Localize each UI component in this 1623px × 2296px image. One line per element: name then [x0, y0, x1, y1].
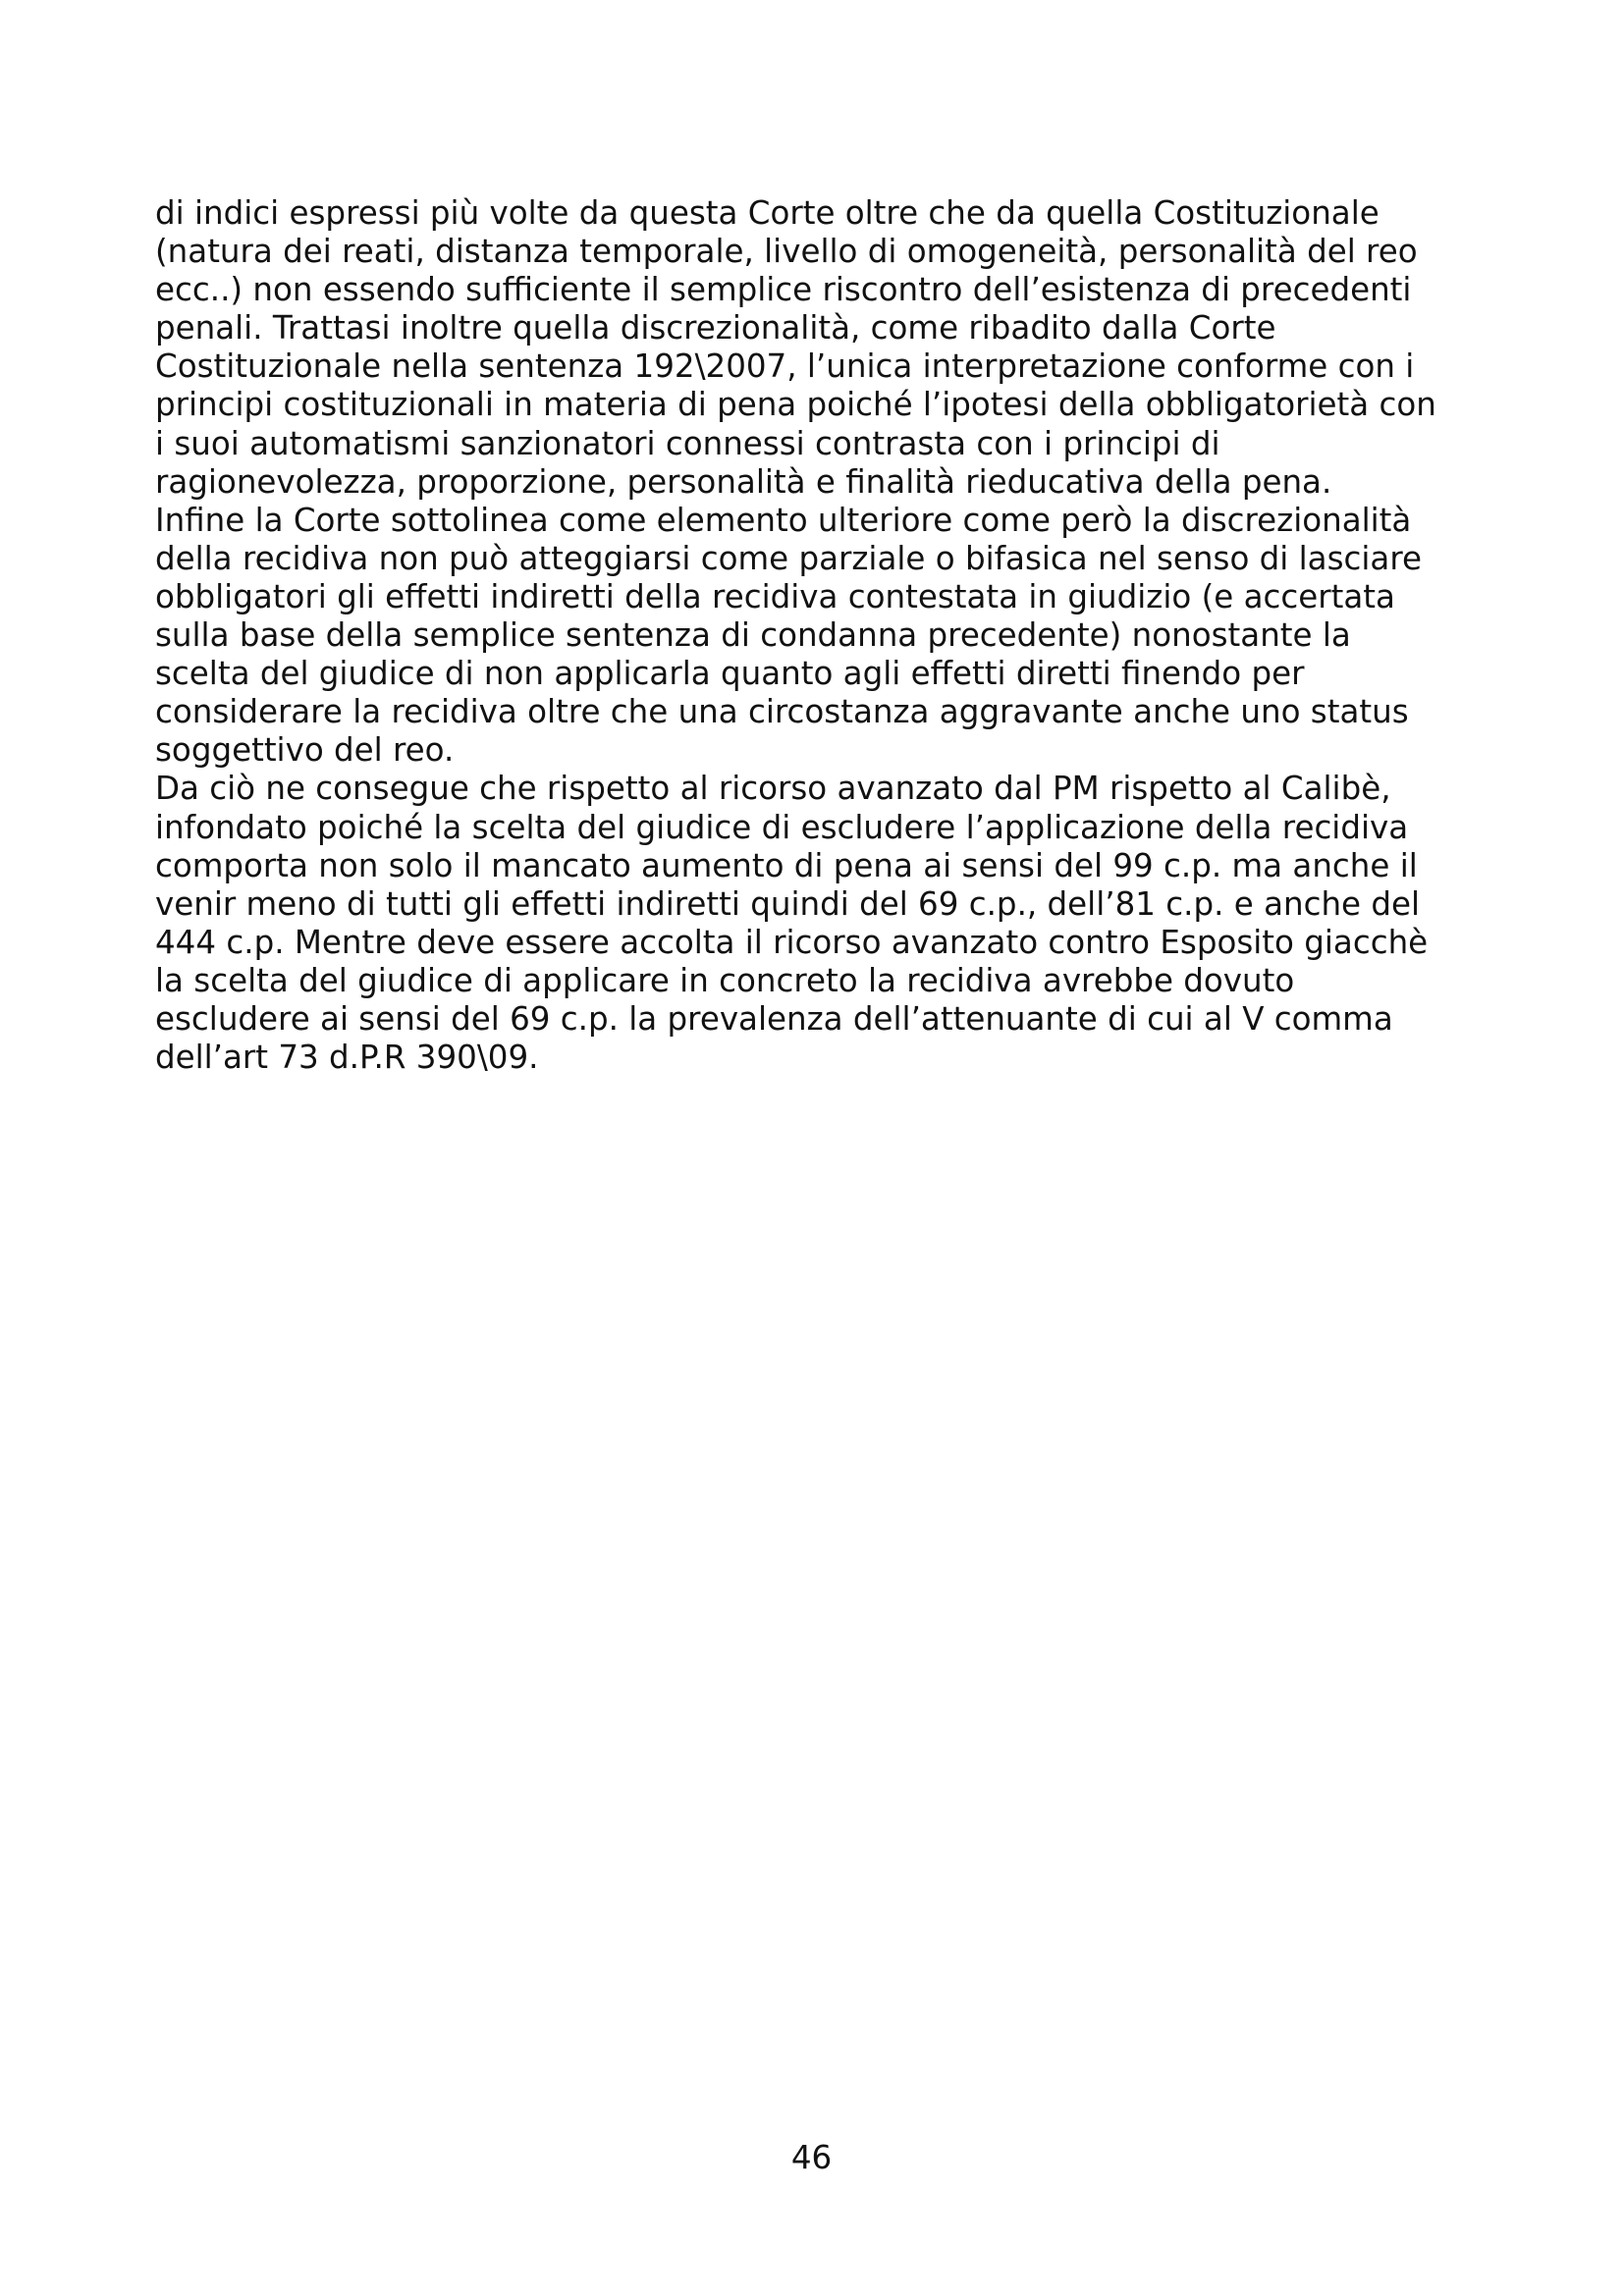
text-line: dell’art 73 d.P.R 390\09.	[155, 1039, 539, 1077]
text-line: scelta del giudice di non applicarla quanto agli effetti diretti finendo per	[155, 655, 1305, 693]
text-line: comporta non solo il mancato aumento di pena ai sensi del 99 c.p. ma anche il	[155, 846, 1418, 884]
text-line: ragionevolezza, proporzione, personalità e finalità rieducativa della pena.	[155, 462, 1332, 501]
text-line: penali. Trattasi inoltre quella discrezionalità, come ribadito dalla Corte	[155, 309, 1276, 347]
text-line: i suoi automatismi sanzionatori connessi contrasta con i principi di	[155, 424, 1220, 462]
body-text	[155, 194, 1490, 1077]
text-line: la scelta del giudice di applicare in concreto la recidiva avrebbe dovuto	[155, 961, 1295, 999]
text-line: ecc..) non essendo sufficiente il semplice riscontro dell’esistenza di precedenti	[155, 271, 1412, 309]
text-line: di indici espressi più volte da questa Corte oltre che da quella Costituzionale	[155, 194, 1380, 232]
text-line: escludere ai sensi del 69 c.p. la prevalenza dell’attenuante di cui al V comma	[155, 999, 1393, 1038]
text-line: infondato poiché la scelta del giudice di escludere l’applicazione della recidiva	[155, 808, 1409, 846]
text-line: considerare la recidiva oltre che una circostanza aggravante anche uno status	[155, 693, 1409, 731]
page-number: 46	[790, 2139, 833, 2176]
text-line: Costituzionale nella sentenza 192\2007, l’unica interpretazione conforme con i	[155, 347, 1415, 386]
text-line: della recidiva non può atteggiarsi come parziale o bifasica nel senso di lasciare	[155, 539, 1422, 577]
text-line: principi costituzionali in materia di pena poiché l’ipotesi della obbligatorietà con	[155, 386, 1436, 424]
text-line: (natura dei reati, distanza temporale, livello di omogeneità, personalità del reo	[155, 233, 1418, 271]
text-line: Da ciò ne consegue che rispetto al ricorso avanzato dal PM rispetto al Calibè,	[155, 770, 1391, 808]
text-line: 444 c.p. Mentre deve essere accolta il ricorso avanzato contro Esposito giacchè	[155, 923, 1429, 961]
text-line: Infine la Corte sottolinea come elemento ulteriore come però la discrezionalità	[155, 501, 1412, 539]
text-line: sulla base della semplice sentenza di condanna precedente) nonostante la	[155, 616, 1351, 655]
text-line: venir meno di tutti gli effetti indiretti quindi del 69 c.p., dell’81 c.p. e anche del	[155, 884, 1421, 923]
text-line: obbligatori gli effetti indiretti della recidiva contestata in giudizio (e accertata	[155, 577, 1395, 615]
text-line: soggettivo del reo.	[155, 731, 455, 770]
